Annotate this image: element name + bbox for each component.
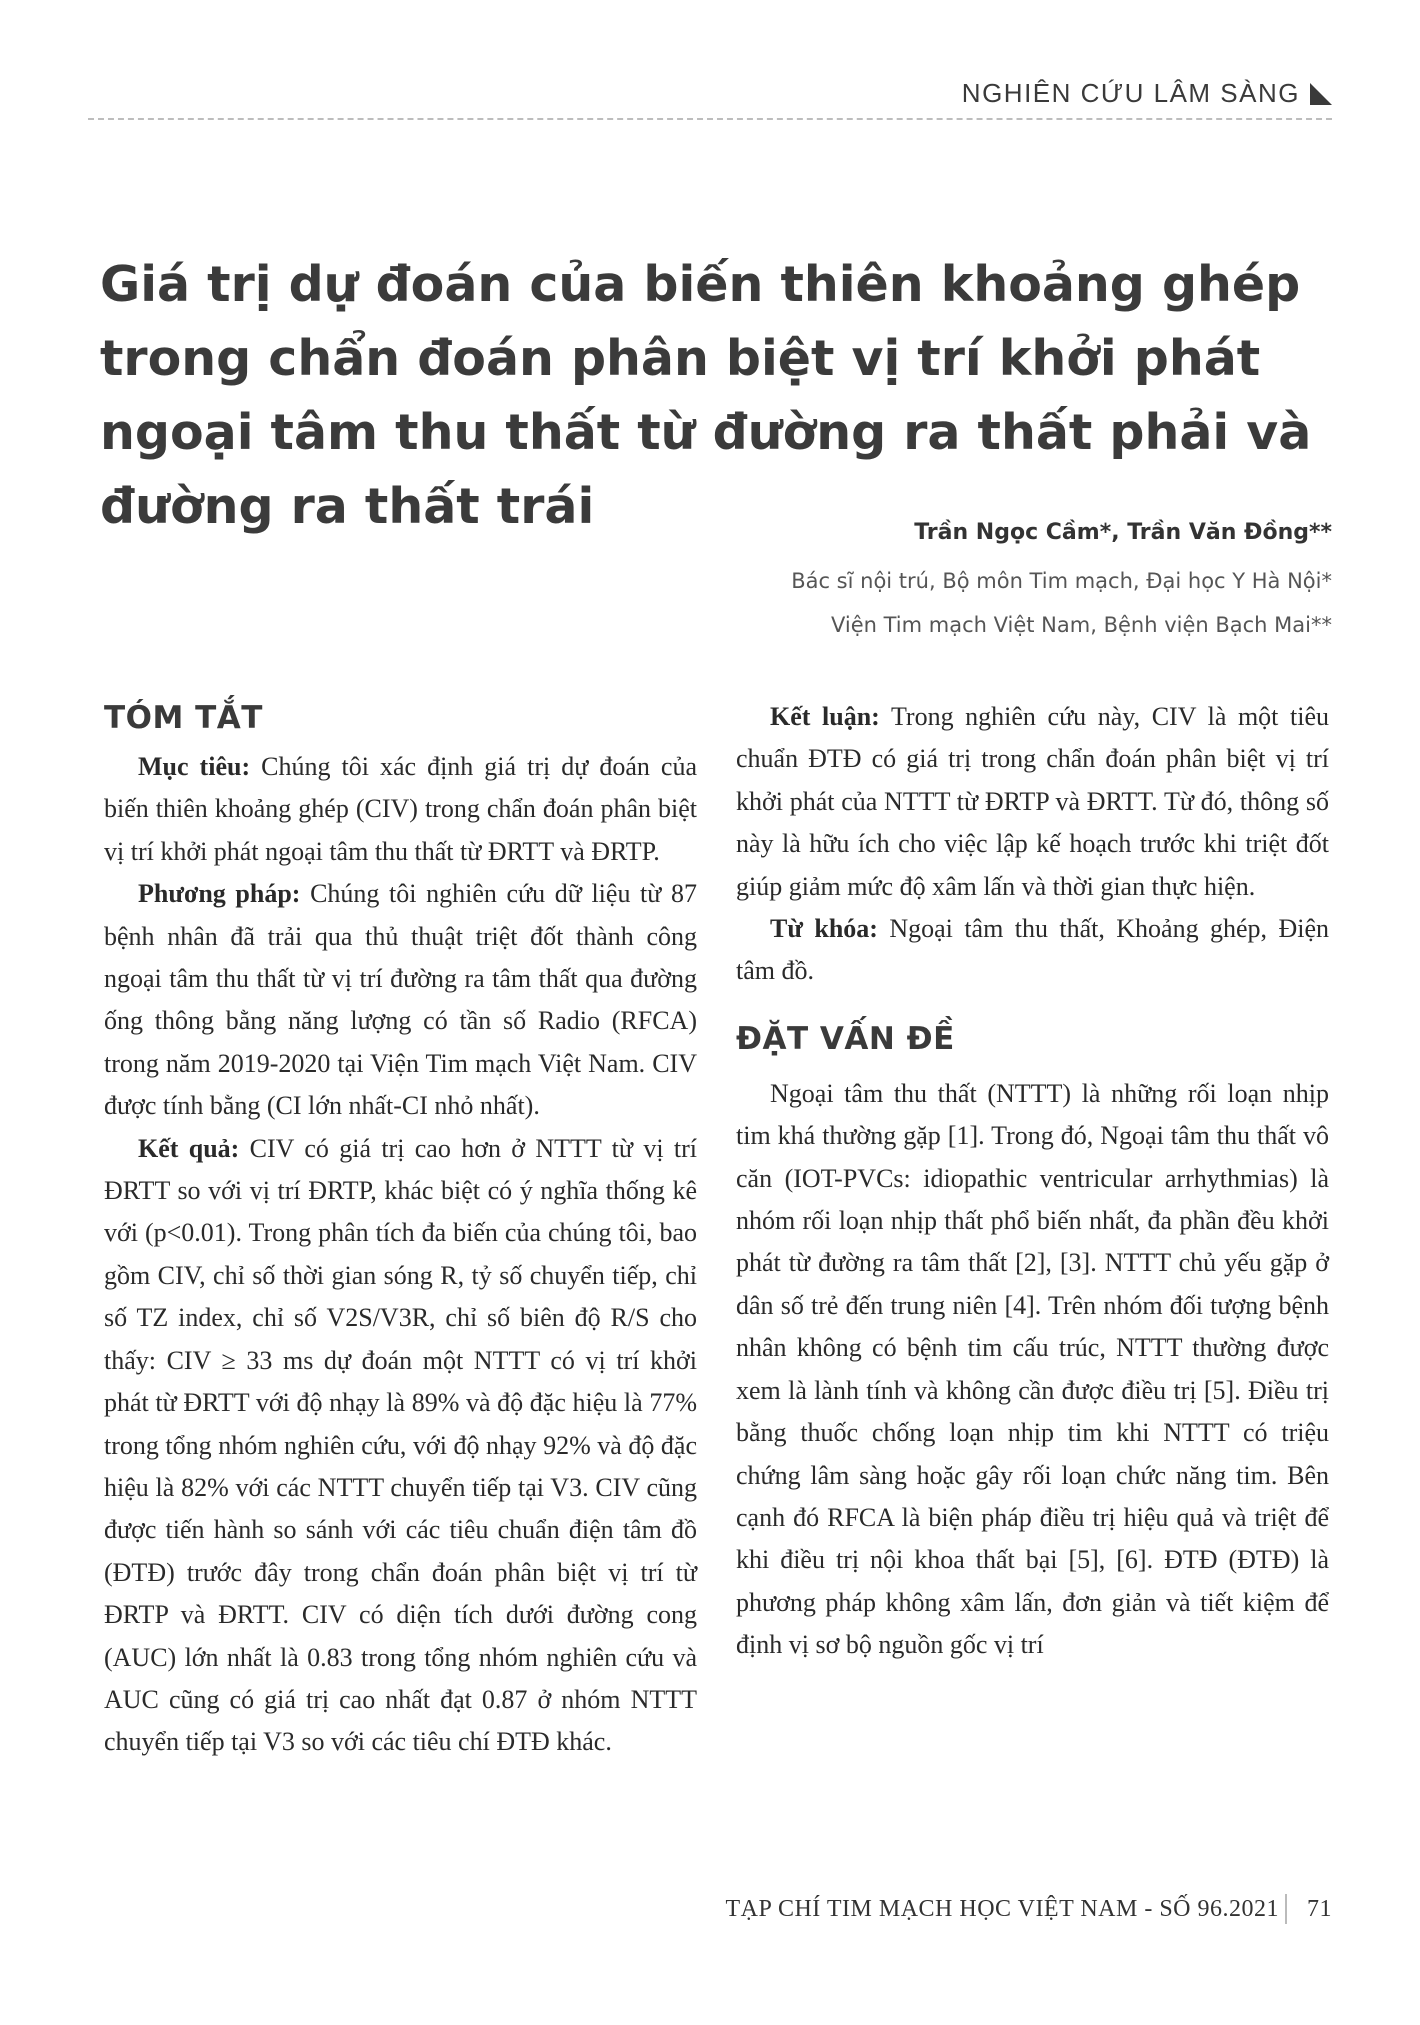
article-title: Giá trị dự đoán của biến thiên khoảng ghép trong chẩn đoán phân biệt vị trí khởi phát ngoại tâm thu thất từ đường ra thất phải và đường ra thất trái bbox=[100, 256, 1312, 535]
conclusion-label: Kết luận: bbox=[770, 702, 880, 731]
keywords-text: Ngoại tâm thu thất, Khoảng ghép, Điện tâm đồ. bbox=[736, 914, 1329, 986]
abstract-heading: TÓM TẮT bbox=[104, 700, 263, 736]
section-header bbox=[962, 78, 1332, 109]
left-column bbox=[104, 696, 697, 1764]
results-text: CIV có giá trị cao hơn ở NTTT từ vị trí ĐRTT so với vị trí ĐRTP, khác biệt có ý nghĩa thống kê với (p<0.01). Trong phân tích đa biến của chúng tôi, bao gồm CIV, chỉ số thời gian sóng R, tỷ số chuyển tiếp, chỉ số TZ index, chỉ số V2S/V3R, chỉ số biên độ R/S cho thấy: CIV ≥ 33 ms dự đoán một NTTT có vị trí khởi phát từ ĐRTT với độ nhạy là 89% và độ đặc hiệu là 77% trong tổng nhóm nghiên cứu, với độ nhạy 92% và độ đặc hiệu là 82% với các NTTT chuyển tiếp tại V3. CIV cũng được tiến hành so sánh với các tiêu chuẩn điện tâm đồ (ĐTĐ) trước đây trong chẩn đoán phân biệt vị trí từ ĐRTP và ĐRTT. CIV có diện tích dưới đường cong (AUC) lớn nhất là 0.83 trong tổng nhóm nghiên cứu và AUC cũng có giá trị cao nhất đạt 0.87 ở nhóm NTTT chuyển tiếp tại V3 so với các tiêu chí ĐTĐ khác. bbox=[104, 1133, 698, 1757]
section-label: NGHIÊN CỨU LÂM SÀNG bbox=[961, 78, 1300, 108]
author-block bbox=[791, 520, 1332, 647]
methods-text: Chúng tôi nghiên cứu dữ liệu từ 87 bệnh nhân đã trải qua thủ thuật triệt đốt thành công ngoại tâm thu thất từ vị trí đường ra tâm thất qua đường ống thông bằng năng lượng có tần số Radio (RFCA) trong năm 2019-2020 tại Viện Tim mạch Việt Nam. CIV được tính bằng (CI lớn nhất-CI nhỏ nhất). bbox=[104, 879, 697, 1121]
corner-triangle-icon bbox=[1310, 83, 1332, 105]
conclusion-text: Trong nghiên cứu này, CIV là một tiêu chuẩn ĐTĐ có giá trị trong chẩn đoán phân biệt vị trí khởi phát của NTTT từ ĐRTP và ĐRTT. Từ đó, thông số này là hữu ích cho việc lập kế hoạch trước khi triệt đốt giúp giảm mức độ xâm lấn và thời gian thực hiện. bbox=[736, 702, 1329, 901]
abstract-methods bbox=[104, 873, 697, 1127]
affiliation-1: Bác sĩ nội trú, Bộ môn Tim mạch, Đại học Y Hà Nội* bbox=[791, 569, 1332, 593]
abstract-keywords bbox=[736, 908, 1329, 993]
footer-separator bbox=[1285, 1894, 1287, 1924]
abstract-objective bbox=[104, 746, 697, 873]
results-label: Kết quả: bbox=[138, 1133, 240, 1163]
keywords-label: Từ khóa: bbox=[770, 914, 878, 944]
abstract-conclusion bbox=[736, 696, 1329, 908]
intro-heading: ĐẶT VẤN ĐỀ bbox=[736, 1020, 955, 1057]
header-divider bbox=[88, 118, 1332, 120]
intro-paragraph: Ngoại tâm thu thất (NTTT) là những rối loạn nhịp tim khá thường gặp [1]. Trong đó, Ngoại tâm thu thất vô căn (IOT-PVCs: idiopathic ventricular arrhythmias) là nhóm rối loạn nhịp thất phổ biến nhất, đa phần đều khởi phát từ đường ra tâm thất [2], [3]. NTTT chủ yếu gặp ở dân số trẻ đến trung niên [4]. Trên nhóm đối tượng bệnh nhân không có bệnh tim cấu trúc, NTTT thường được xem là lành tính và không cần được điều trị [5]. Điều trị bằng thuốc chống loạn nhịp tim khi NTTT có triệu chứng lâm sàng hoặc gây rối loạn chức năng tim. Bên cạnh đó RFCA là biện pháp điều trị hiệu quả và triệt để khi điều trị nội khoa thất bại [5], [6]. ĐTĐ (ĐTĐ) là phương pháp không xâm lấn, đơn giản và tiết kiệm để định vị sơ bộ nguồn gốc vị trí bbox=[736, 1078, 1329, 1660]
methods-label: Phương pháp: bbox=[138, 879, 301, 909]
author-names: Trần Ngọc Cầm*, Trần Văn Đồng** bbox=[914, 520, 1332, 545]
right-column bbox=[736, 696, 1329, 1667]
journal-name: TẠP CHÍ TIM MẠCH HỌC VIỆT NAM - SỐ 96.2021 bbox=[725, 1895, 1279, 1922]
objective-text: Chúng tôi xác định giá trị dự đoán của biến thiên khoảng ghép (CIV) trong chẩn đoán phân biệt vị trí khởi phát ngoại tâm thu thất từ ĐRTT và ĐRTP. bbox=[104, 752, 697, 866]
page-footer bbox=[640, 1894, 1332, 1924]
objective-label: Mục tiêu: bbox=[138, 752, 251, 781]
abstract-results bbox=[104, 1128, 697, 1764]
affiliation-2: Viện Tim mạch Việt Nam, Bệnh viện Bạch Mai** bbox=[830, 613, 1332, 637]
page-number: 71 bbox=[1307, 1895, 1332, 1922]
